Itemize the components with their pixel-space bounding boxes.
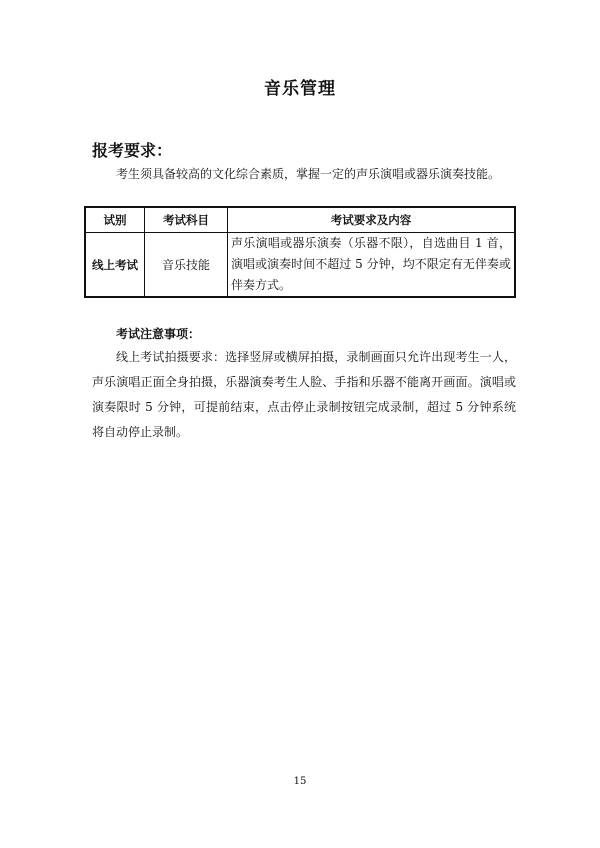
table-row (85, 233, 515, 298)
header-exam-type: 试别 (85, 207, 145, 233)
notes-paragraph: 线上考试拍摄要求：选择竖屏或横屏拍摄，录制画面只允许出现考生一人，声乐演唱正面全身拍摄，乐器演奏考生人脸、手指和乐器不能离开画面。演唱或演奏限时 5 分钟，可提前结束，点击停止录制按钮完成录制，超过 5 分钟系统将自动停止录制。 (92, 350, 516, 439)
section-heading: 报考要求： (92, 141, 173, 160)
intro-paragraph: 考生须具备较高的文化综合素质，掌握一定的声乐演唱或器乐演奏技能。 (116, 167, 501, 181)
page-title: 音乐管理 (264, 79, 336, 99)
header-subject: 考试科目 (145, 207, 228, 233)
cell-subject: 音乐技能 (145, 233, 228, 298)
cell-exam-type: 线上考试 (85, 233, 145, 298)
cell-content: 声乐演唱或器乐演奏（乐器不限），自选曲目 1 首，演唱或演奏时间不超过 5 分钟，均不限定有无伴奏或伴奏方式。 (228, 233, 516, 298)
requirements-table (84, 206, 516, 298)
table-header-row (85, 207, 515, 233)
page-number: 15 (293, 776, 307, 787)
header-content: 考试要求及内容 (228, 207, 516, 233)
notes-heading: 考试注意事项： (116, 327, 201, 341)
